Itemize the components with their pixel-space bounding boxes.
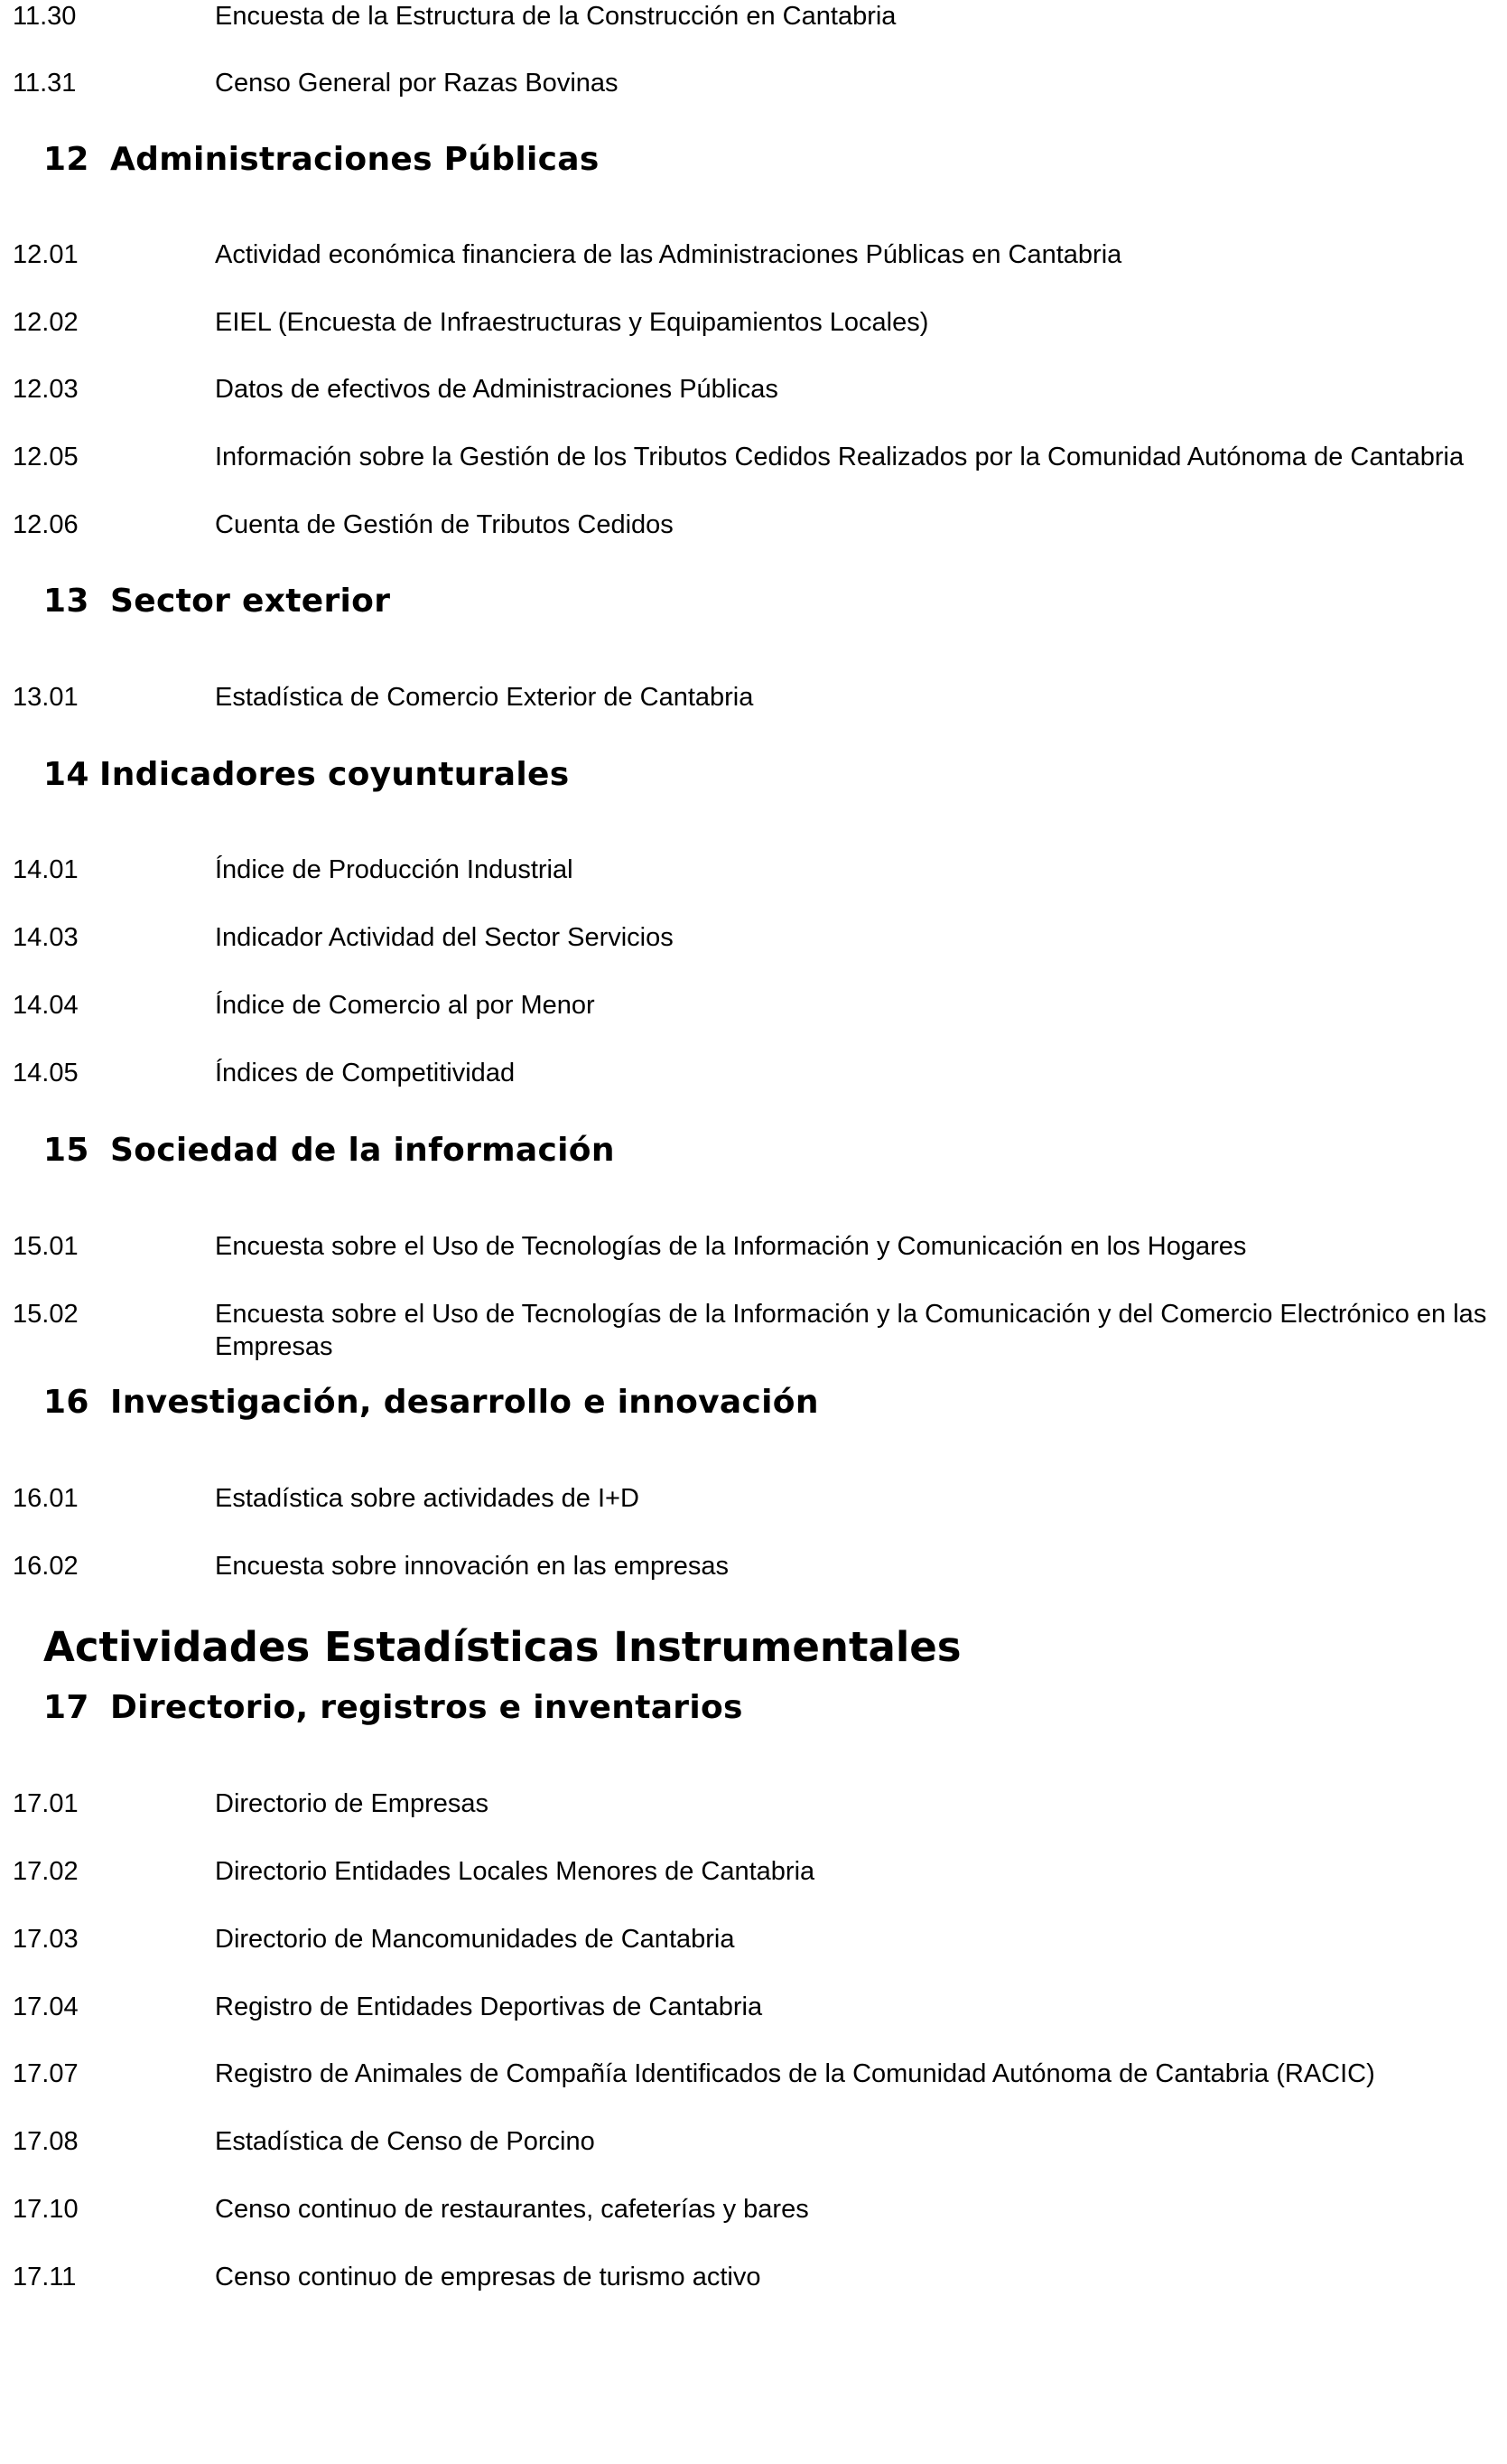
item-title: Estadística de Censo de Porcino <box>215 2127 595 2156</box>
item-title: Cuenta de Gestión de Tributos Cedidos <box>215 510 674 539</box>
section-heading <box>43 140 600 180</box>
item-code: 12.03 <box>13 375 79 404</box>
item-code: 17.04 <box>13 1993 79 2021</box>
section-number: 16 <box>43 1384 89 1421</box>
item-code: 14.03 <box>13 923 79 952</box>
item-code: 14.04 <box>13 991 79 1020</box>
section-title: Directorio, registros e inventarios <box>110 1689 743 1726</box>
item-title: Información sobre la Gestión de los Tributos Cedidos Realizados por la Comunidad Autónoma de Cantabria <box>215 443 1465 471</box>
item-title: EIEL (Encuesta de Infraestructuras y Equipamientos Locales) <box>215 308 929 337</box>
section-heading <box>43 1383 819 1423</box>
item-code: 11.30 <box>13 2 77 31</box>
item-code: 17.02 <box>13 1857 79 1886</box>
item-title: Censo General por Razas Bovinas <box>215 69 619 98</box>
section-heading <box>43 1131 615 1171</box>
section-number: 17 <box>43 1689 89 1726</box>
item-title: Encuesta sobre innovación en las empresas <box>215 1552 730 1581</box>
item-title: Directorio de Empresas <box>215 1789 488 1818</box>
item-code: 13.01 <box>13 683 79 712</box>
section-heading <box>43 1688 743 1728</box>
section-heading <box>43 582 390 621</box>
section-number: 14 <box>43 756 89 793</box>
item-code: 12.06 <box>13 510 79 539</box>
item-title: Directorio Entidades Locales Menores de Cantabria <box>215 1857 815 1886</box>
item-title: Encuesta sobre el Uso de Tecnologías de la Información y la Comunicación y del Comercio Electrónico en las Empresas <box>215 1300 1487 1361</box>
item-code: 16.02 <box>13 1552 79 1581</box>
item-code: 17.08 <box>13 2127 79 2156</box>
item-title: Censo continuo de restaurantes, cafeterías y bares <box>215 2195 809 2224</box>
section-number: 13 <box>43 583 89 620</box>
item-title: Índice de Producción Industrial <box>215 855 573 884</box>
item-code: 17.03 <box>13 1925 79 1954</box>
item-title: Registro de Entidades Deportivas de Cantabria <box>215 1993 763 2021</box>
section-title: Sector exterior <box>110 583 391 620</box>
item-code: 12.02 <box>13 308 79 337</box>
item-title: Actividad económica financiera de las Administraciones Públicas en Cantabria <box>215 240 1122 269</box>
item-code: 16.01 <box>13 1484 79 1513</box>
item-title: Estadística de Comercio Exterior de Cantabria <box>215 683 754 712</box>
section-title: Sociedad de la información <box>110 1132 615 1169</box>
section-number: 15 <box>43 1132 89 1169</box>
item-title: Estadística sobre actividades de I+D <box>215 1484 639 1513</box>
item-title: Índice de Comercio al por Menor <box>215 991 595 1020</box>
item-code: 12.01 <box>13 240 79 269</box>
item-code: 15.02 <box>13 1300 79 1329</box>
item-code: 14.01 <box>13 855 79 884</box>
section-number: 12 <box>43 141 89 178</box>
item-title: Indicador Actividad del Sector Servicios <box>215 923 674 952</box>
item-code: 17.01 <box>13 1789 79 1818</box>
item-code: 11.31 <box>13 69 77 98</box>
item-title: Índices de Competitividad <box>215 1059 516 1087</box>
section-heading <box>43 755 569 795</box>
item-code: 12.05 <box>13 443 79 471</box>
section-title: Indicadores coyunturales <box>99 756 570 793</box>
item-title: Registro de Animales de Compañía Identificados de la Comunidad Autónoma de Cantabria (RACIC) <box>215 2059 1375 2088</box>
item-title: Censo continuo de empresas de turismo activo <box>215 2263 761 2291</box>
major-heading: Actividades Estadísticas Instrumentales <box>43 1623 962 1671</box>
section-title: Investigación, desarrollo e innovación <box>110 1384 819 1421</box>
item-code: 17.10 <box>13 2195 79 2224</box>
item-title: Encuesta de la Estructura de la Construcción en Cantabria <box>215 2 897 31</box>
item-title: Datos de efectivos de Administraciones Públicas <box>215 375 778 404</box>
item-code: 15.01 <box>13 1232 79 1261</box>
item-title: Encuesta sobre el Uso de Tecnologías de la Información y Comunicación en los Hogares <box>215 1232 1247 1261</box>
section-title: Administraciones Públicas <box>110 141 600 178</box>
item-code: 17.07 <box>13 2059 79 2088</box>
item-title: Directorio de Mancomunidades de Cantabria <box>215 1925 735 1954</box>
item-code: 17.11 <box>13 2263 77 2291</box>
item-code: 14.05 <box>13 1059 79 1087</box>
